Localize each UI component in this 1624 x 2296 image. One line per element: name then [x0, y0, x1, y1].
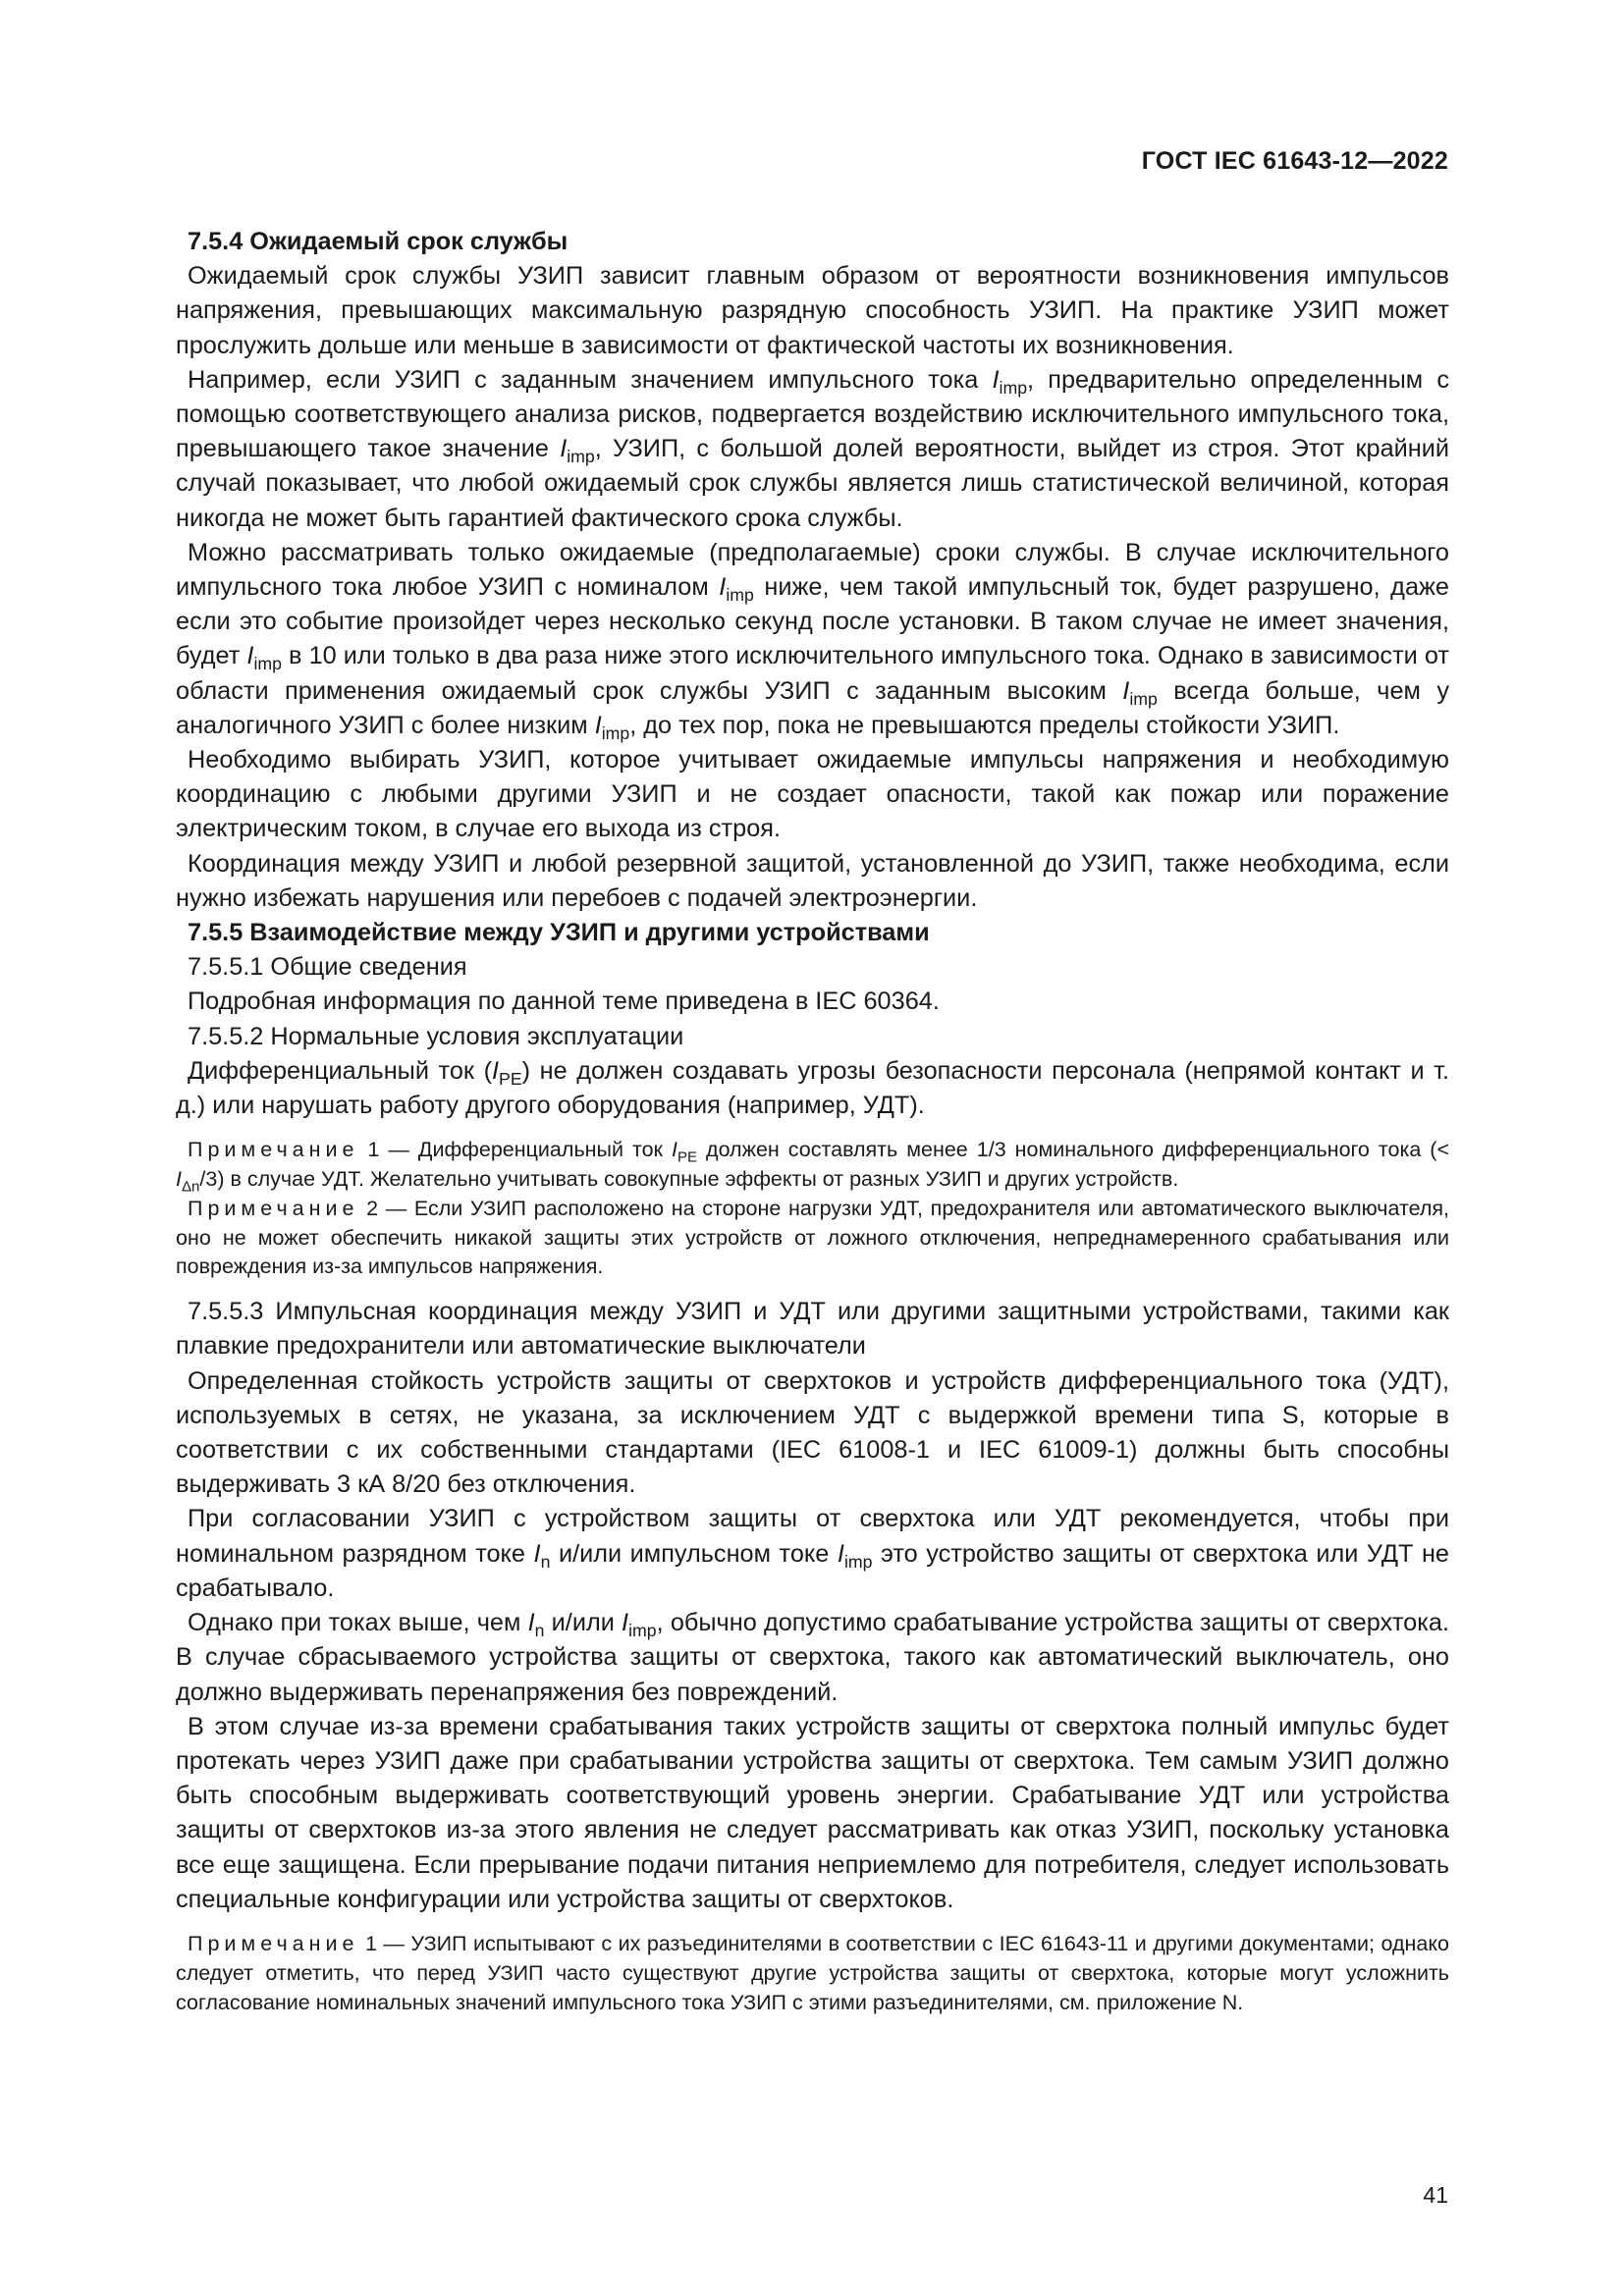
paragraph: Дифференциальный ток $(I_{PE})$ не должен создавать угрозы безопасности персонала (непрямой контакт и т. д.) или нарушать работу другого оборудования (например, УДТ).	[176, 1056, 1449, 1120]
subsection-7-5-5-3-title: 7.5.5.3 Импульсная координация между УЗИП и УДТ или другими защитными устройствами, такими как плавкие предохранители или автоматические выключатели	[176, 1298, 1449, 1361]
paragraph: Координация между УЗИП и любой резервной защитой, установленной до УЗИП, также необходима, если нужно избежать нарушения или перебоев с подачей электроэнергии.	[176, 849, 1449, 912]
subsection-7-5-5-1-title: 7.5.5.1 Общие сведения	[188, 953, 467, 982]
section-7-5-5-heading: 7.5.5 Взаимодействие между УЗИП и другими устройствами	[188, 919, 930, 947]
paragraph: Однако при токах выше, чем $I_n$ и/или $I_{imp}$, обычно допустимо срабатывание устройства защиты от сверхтока. В случае сбрасываемого устройства защиты от сверхтока, такого как автоматический выключатель, оно должно выдерживать перенапряжения без повреждений.	[176, 1609, 1449, 1706]
paragraph: Ожидаемый срок службы УЗИП зависит главным образом от вероятности возникновения импульсов напряжения, превышающих максимальную разрядную способность УЗИП. На практике УЗИП может прослужить дольше или меньше в зависимости от фактической частоты их возникновения.	[176, 262, 1449, 359]
document-designation: ГОСТ IEC 61643-12—2022	[1141, 147, 1448, 175]
paragraph: В этом случае из-за времени срабатывания таких устройств защиты от сверхтока полный импульс будет протекать через УЗИП даже при срабатывании устройства защиты от сверхтока. Тем самым УЗИП должно быть способным выдерживать соответствующий уровень энергии. Срабатывание УДТ или устройства защиты от сверхтоков из-за этого явления не следует рассматривать как отказ УЗИП, поскольку установка все еще защищена. Если прерывание подачи питания неприемлемо для потребителя, следует использовать специальные конфигурации или устройства защиты от сверхтоков.	[176, 1712, 1449, 1913]
page-content	[176, 225, 1449, 2017]
note: Примечание 1 — Дифференциальный ток $I_{PE}$ должен составлять менее 1/3 номинального дифференциального тока (< $I_{\Delta n}/3$) в случае УДТ. Желательно учитывать совокупные эффекты от разных УЗИП и других устройств.	[176, 1138, 1449, 1196]
paragraph: Можно рассматривать только ожидаемые (предполагаемые) сроки службы. В случае исключительного импульсного тока любое УЗИП с номиналом $I_{imp}$ ниже, чем такой импульсный ток, будет разрушено, даже если это событие произойдет через несколько секунд после установки. В таком случае не имеет значения, будет $I_{imp}$ в 10 или только в два раза ниже этого исключительного импульсного тока. Однако в зависимости от области применения ожидаемый срок службы УЗИП с заданным высоким $I_{imp}$ всегда больше, чем у аналогичного УЗИП с более низким $I_{imp}$, до тех пор, пока не превышаются пределы стойкости УЗИП.	[176, 538, 1450, 744]
paragraph: Подробная информация по данной теме приведена в IEC 60364.	[188, 988, 940, 1016]
paragraph: Например, если УЗИП с заданным значением импульсного тока $I_{imp}$, предварительно определенным с помощью соответствующего анализа рисков, подвергается воздействию исключительного импульсного тока, превышающего такое значение $I_{imp}$, УЗИП, с большой долей вероятности, выйдет из строя. Этот крайний случай показывает, что любой ожидаемый срок службы является лишь статистической величиной, которая никогда не может быть гарантией фактического срока службы.	[176, 365, 1450, 532]
notes-block	[176, 1136, 1449, 1282]
subsection-7-5-5-3	[176, 1295, 1449, 1917]
paragraph: Необходимо выбирать УЗИП, которое учитывает ожидаемые импульсы напряжения и необходимую координацию с любыми другими УЗИП и не создает опасности, такой как пожар или поражение электрическим током, в случае его выхода из строя.	[176, 746, 1449, 843]
note: Примечание 1 — УЗИП испытывают с их разъединителями в соответствии с IEC 61643-11 и другими документами; однако следует отметить, что перед УЗИП часто существуют другие устройства защиты от сверхтока, которые могут усложнить согласование номинальных значений импульсного тока УЗИП с этими разъединителями, см. приложение N.	[176, 1931, 1449, 2014]
paragraph: При согласовании УЗИП с устройством защиты от сверхтока или УДТ рекомендуется, чтобы при номинальном разрядном токе $I_n$ и/или импульсном токе $I_{imp}$ это устройство защиты от сверхтока или УДТ не срабатывало.	[176, 1505, 1450, 1602]
paragraph: Определенная стойкость устройств защиты от сверхтоков и устройств дифференциального тока (УДТ), используемых в сетях, не указана, за исключением УДТ с выдержкой времени типа S, которые в соответствии с их собственными стандартами (IEC 61008-1 и IEC 61009-1) должны быть способны выдерживать 3 кА 8/20 без отключения.	[176, 1366, 1449, 1499]
section-7-5-4-heading: 7.5.4 Ожидаемый срок службы	[188, 228, 568, 255]
page-number: 41	[1423, 2182, 1448, 2208]
note: Примечание 2 — Если УЗИП расположено на стороне нагрузки УДТ, предохранителя или автоматического выключателя, оно не может обеспечить никакой защиты этих устройств от ложного отключения, непреднамеренного срабатывания или повреждения из-за импульсов напряжения.	[176, 1196, 1449, 1279]
notes-block	[176, 1930, 1449, 2017]
subsection-7-5-5-2-title: 7.5.5.2 Нормальные условия эксплуатации	[188, 1022, 684, 1050]
